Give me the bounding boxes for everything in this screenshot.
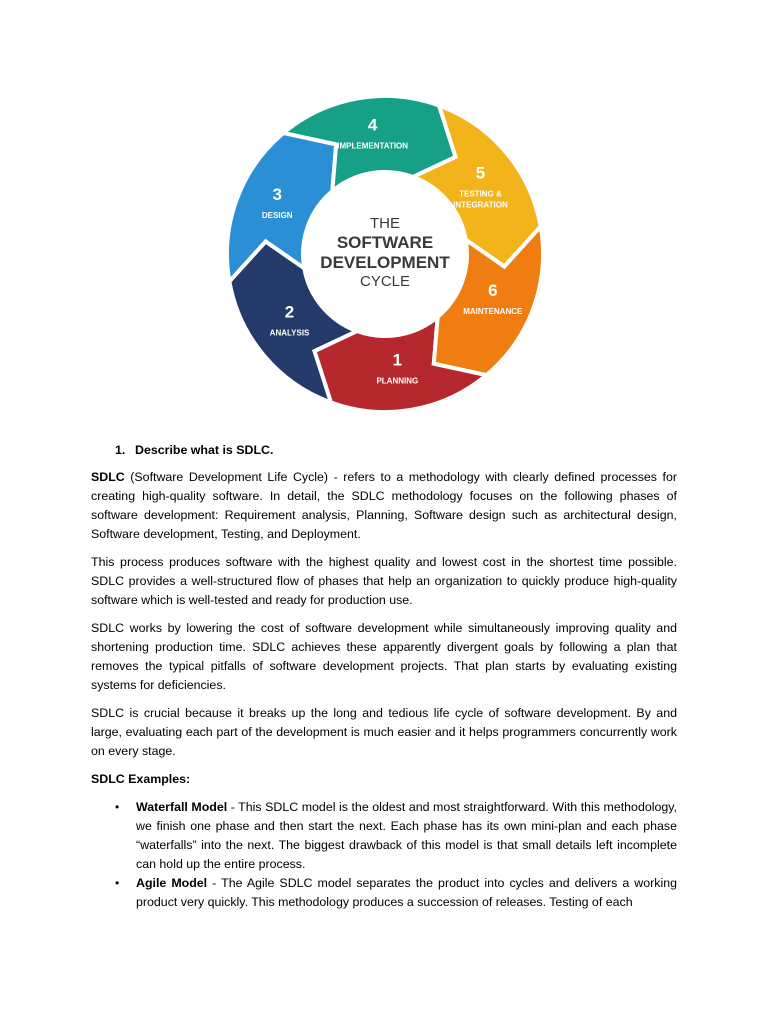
phase-number-6: 6 — [488, 280, 498, 300]
example-text: - This SDLC model is the oldest and most straightforward. With this methodology, we finish one phase and then start the next. Each phase has its own mini-plan and each phase “waterfalls” into the next. The biggest drawback of this model is that small details left incomplete can hold up the entire process. — [136, 800, 677, 871]
paragraph-1-bold: SDLC — [91, 470, 125, 484]
bullet-icon: • — [115, 800, 120, 814]
phase-label-1: PLANNING — [376, 376, 419, 386]
document-body — [91, 441, 677, 912]
phase-label-2: ANALYSIS — [269, 328, 310, 338]
center-title-line: CYCLE — [359, 273, 411, 290]
examples-title: SDLC Examples: — [91, 772, 191, 786]
list-item-waterfall — [91, 798, 677, 874]
cycle-graphic — [225, 94, 545, 414]
phase-number-3: 3 — [272, 185, 282, 205]
phase-label-4: IMPLEMENTATION — [337, 141, 409, 151]
examples-list — [91, 798, 677, 912]
bullet-icon: • — [115, 876, 120, 890]
list-item-agile — [91, 874, 677, 912]
center-title-line: THE — [370, 215, 400, 232]
example-title: Waterfall Model — [136, 800, 228, 814]
sdlc-cycle-diagram — [225, 94, 545, 414]
phase-number-5: 5 — [475, 163, 486, 183]
phase-label-5: TESTING & — [459, 189, 502, 199]
paragraph-1-text: (Software Development Life Cycle) - refers to a methodology with clearly defined processes for creating high-quality software. In detail, the SDLC methodology focuses on the following phases of software development: Requirement analysis, Planning, Software design such as architectural design, Software development, Testing, and Deployment. — [91, 470, 677, 541]
paragraph-1 — [91, 468, 677, 544]
example-title: Agile Model — [136, 876, 208, 890]
phase-number-1: 1 — [392, 350, 403, 370]
paragraph-3 — [91, 619, 677, 695]
paragraph-4-text: SDLC is crucial because it breaks up the long and tedious life cycle of software development. By and large, evaluating each part of the development is much easier and it helps programmers concurrently work on every stage. — [91, 706, 677, 758]
question-heading — [91, 441, 677, 460]
phase-label-3: DESIGN — [261, 211, 293, 221]
paragraph-2-text: This process produces software with the highest quality and lowest cost in the shortest time possible. SDLC provides a well-structured flow of phases that help an organization to quickly produce high-quality software which is well-tested and ready for production use. — [91, 555, 677, 607]
paragraph-2 — [91, 553, 677, 610]
example-text: - The Agile SDLC model separates the product into cycles and delivers a working product very quickly. This methodology produces a succession of releases. Testing of each — [136, 876, 677, 909]
paragraph-4 — [91, 704, 677, 761]
paragraph-3-text: SDLC works by lowering the cost of software development while simultaneously improving quality and shortening production time. SDLC achieves these apparently divergent goals by following a plan that removes the typical pitfalls of software development projects. That plan starts by evaluating existing systems for deficiencies. — [91, 621, 677, 692]
question-number: 1. — [115, 443, 126, 457]
phase-number-4: 4 — [367, 115, 378, 135]
phase-number-2: 2 — [284, 302, 295, 322]
center-title-line: SOFTWARE — [336, 233, 434, 252]
center-title-line: DEVELOPMENT — [320, 253, 450, 272]
phase-label-5: INTEGRATION — [453, 200, 508, 210]
question-text: Describe what is SDLC. — [135, 443, 274, 457]
phase-label-6: MAINTENANCE — [463, 306, 523, 316]
